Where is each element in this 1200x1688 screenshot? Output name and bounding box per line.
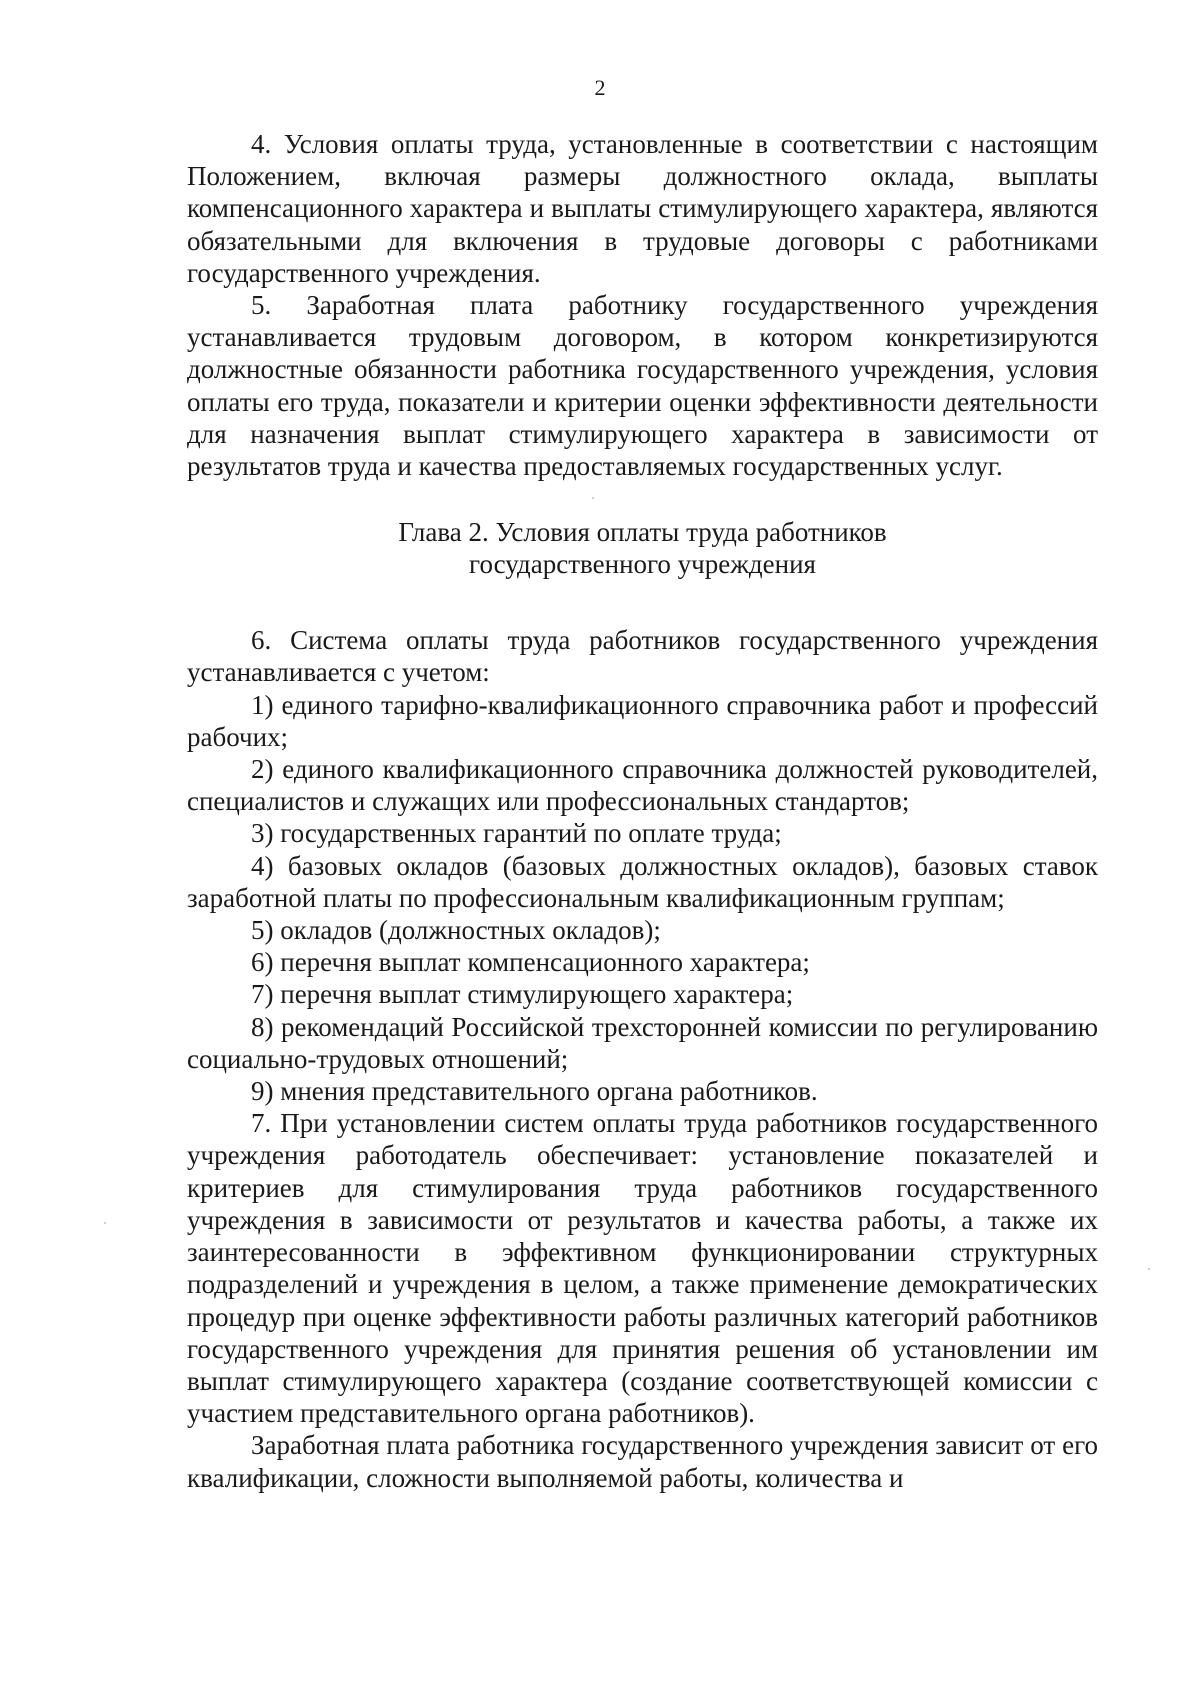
paragraph-5: 5. Заработная плата работнику государственного учреждения устанавливается трудовым договором, в котором конкретизируются должностные обязанности работника государственного учреждения, условия оплаты его труда, показатели и критерии оценки эффективности деятельности для назначения выплат стимулирующего характера в зависимости от результатов труда и качества предоставляемых государственных услуг. xyxy=(187,290,1098,482)
scan-speck xyxy=(592,497,594,499)
list-item-4: 4) базовых окладов (базовых должностных окладов), базовых ставок заработной платы по профессиональным квалификационным группам; xyxy=(187,850,1098,913)
list-item-3: 3) государственных гарантий по оплате труда; xyxy=(251,818,782,849)
scan-speck xyxy=(1148,1268,1150,1270)
paragraph-4: 4. Условия оплаты труда, установленные в соответствии с настоящим Положением, включая размеры должностного оклада, выплаты компенсационного характера и выплаты стимулирующего характера, являются обязательными для включения в трудовые договоры с работниками государственного учреждения. xyxy=(187,129,1098,288)
page-number: 2 xyxy=(594,75,606,100)
scan-speck xyxy=(104,1222,106,1224)
list-item-6: 6) перечня выплат компенсационного характера; xyxy=(251,947,810,978)
list-item-8: 8) рекомендаций Российской трехсторонней комиссии по регулированию социально-трудовых отношений; xyxy=(187,1011,1098,1074)
chapter-heading-line-2: государственного учреждения xyxy=(469,549,816,580)
list-item-1: 1) единого тарифно-квалификационного справочника работ и профессий рабочих; xyxy=(187,689,1098,752)
paragraph-7: 7. При установлении систем оплаты труда работников государственного учреждения работодатель обеспечивает: установление показателей и критериев для стимулирования труда работников государственного учреждения в зависимости от результатов и качества работы, а также их заинтересованности в эффективном функционировании структурных подразделений и учреждения в целом, а также применение демократических процедур при оценке эффективности работы различных категорий работников государственного учреждения для принятия решения об установлении им выплат стимулирующего характера (создание соответствующей комиссии с участием представительного органа работников). xyxy=(187,1108,1098,1429)
paragraph-salary: Заработная плата работника государственного учреждения зависит от его квалификации, сложности выполняемой работы, количества и xyxy=(187,1430,1098,1493)
list-item-7: 7) перечня выплат стимулирующего характера; xyxy=(251,979,794,1010)
list-item-9: 9) мнения представительного органа работников. xyxy=(251,1076,818,1107)
list-item-2: 2) единого квалификационного справочника должностей руководителей, специалистов и служащих или профессиональных стандартов; xyxy=(187,754,1098,817)
list-item-5: 5) окладов (должностных окладов); xyxy=(251,915,661,946)
paragraph-6: 6. Система оплаты труда работников государственного учреждения устанавливается с учетом: xyxy=(187,625,1098,688)
chapter-heading xyxy=(187,516,1098,580)
document-body xyxy=(187,128,1098,1494)
chapter-heading-line-1: Глава 2. Условия оплаты труда работников xyxy=(398,517,887,548)
